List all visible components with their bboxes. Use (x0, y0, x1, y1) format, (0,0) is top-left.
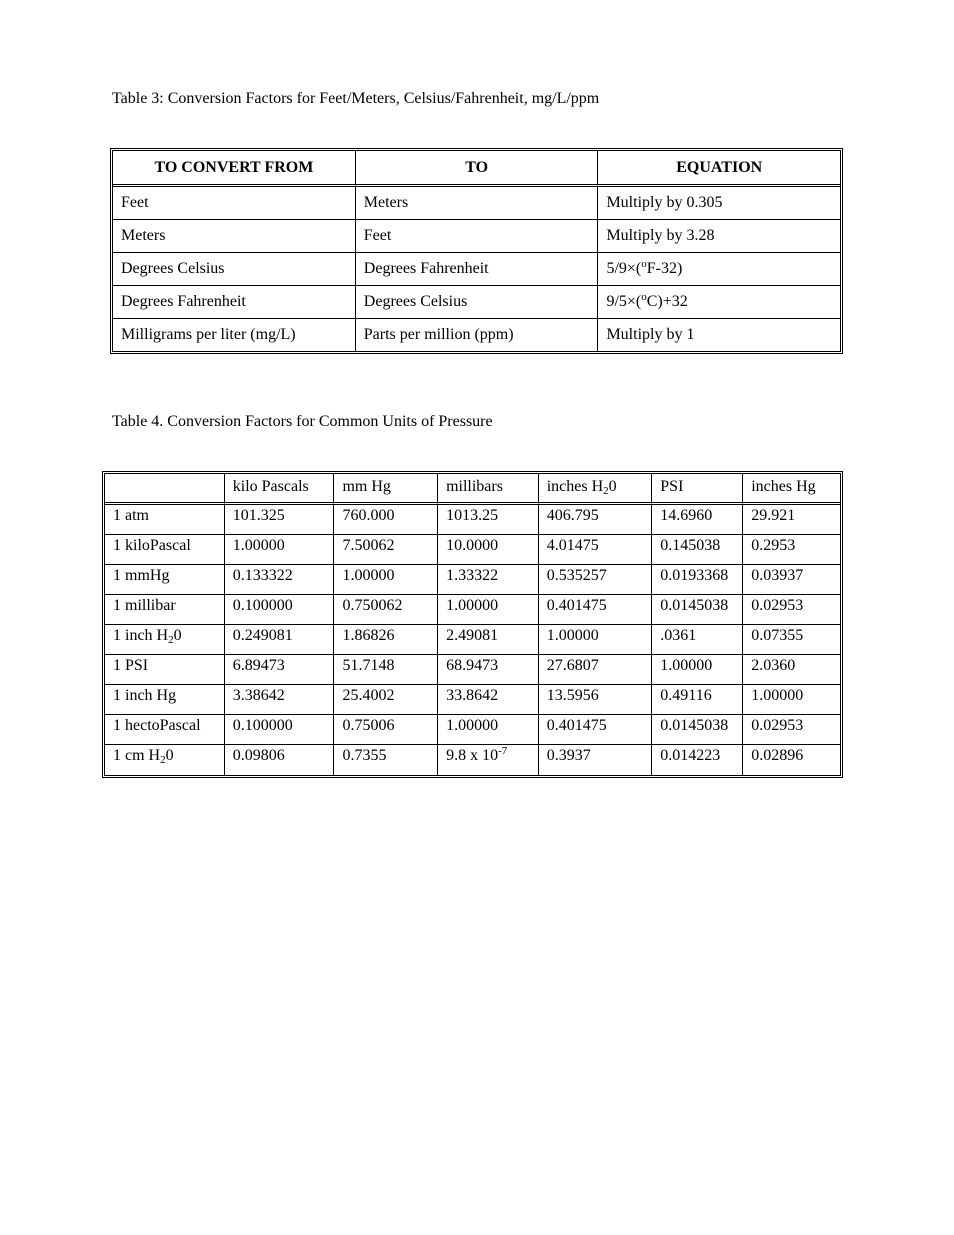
table-cell: 3.38642 (225, 685, 335, 715)
table-cell: 1.86826 (334, 625, 438, 655)
table-cell: 0.0193368 (652, 565, 743, 595)
table-cell: 13.5956 (539, 685, 653, 715)
table-cell: 1 mmHg (105, 565, 225, 595)
table-row (113, 286, 840, 319)
table4-header-cell: inches Hg (743, 474, 840, 505)
conversion-table-pressure (102, 471, 843, 778)
table-cell: 2.49081 (438, 625, 539, 655)
table-cell (105, 625, 225, 655)
table4-header-cell: PSI (652, 474, 743, 505)
table-cell: 27.6807 (539, 655, 653, 685)
table-row (113, 319, 840, 351)
table-cell: 1 inch Hg (105, 685, 225, 715)
table-cell: Multiply by 0.305 (598, 187, 840, 220)
table-cell: 101.325 (225, 505, 335, 535)
cell-text: 0 (608, 478, 617, 495)
table-cell: Feet (356, 220, 599, 253)
conversion-table-length-temp-concentration (110, 148, 843, 354)
table-cell: 0.401475 (539, 595, 653, 625)
table-cell: 0.145038 (652, 535, 743, 565)
table-cell: 0.02896 (751, 747, 804, 764)
table-cell: 6.89473 (225, 655, 335, 685)
subscript: 2 (168, 634, 174, 646)
table-cell: 14.6960 (652, 505, 743, 535)
table3-header-row (113, 151, 840, 187)
table-cell: 1 millibar (105, 595, 225, 625)
table-cell: 406.795 (539, 505, 653, 535)
table-cell: Milligrams per liter (mg/L) (113, 319, 356, 351)
table-row (105, 685, 840, 715)
table-cell: 33.8642 (438, 685, 539, 715)
cell-text: 0 (173, 627, 182, 644)
cell-text: 9/5×( (606, 293, 642, 310)
table-cell: Feet (113, 187, 356, 220)
table-cell: Meters (356, 187, 599, 220)
table-cell: Multiply by 1 (606, 326, 695, 343)
table-cell (598, 253, 840, 286)
table-cell (105, 745, 225, 775)
table-cell: .0361 (652, 625, 743, 655)
table3-header-cell: EQUATION (598, 151, 840, 187)
table4-header-row (105, 474, 840, 505)
table-cell: 0.750062 (334, 595, 438, 625)
cell-text: C)+32 (646, 293, 688, 310)
table-cell: 1 hectoPascal (105, 715, 225, 745)
table-cell: 0.7355 (334, 745, 438, 775)
table-cell: 0.401475 (539, 715, 653, 745)
table-cell: 1.00000 (438, 715, 539, 745)
table3-header-cell: TO (356, 151, 599, 187)
table4-header-cell: kilo Pascals (225, 474, 335, 505)
table-row (105, 715, 840, 745)
table-cell (598, 286, 840, 319)
table-cell: 10.0000 (438, 535, 539, 565)
table-cell: Degrees Fahrenheit (356, 253, 599, 286)
table-cell: 0.100000 (225, 715, 335, 745)
table-cell: 0.3937 (539, 745, 653, 775)
table3-caption: Table 3: Conversion Factors for Feet/Meters, Celsius/Fahrenheit, mg/L/ppm (112, 90, 600, 107)
cell-text: 5/9×( (606, 260, 642, 277)
table-cell: 4.01475 (539, 535, 653, 565)
table-cell: 0.02953 (743, 715, 840, 745)
subscript: 2 (603, 485, 609, 497)
superscript: o (641, 258, 647, 270)
cell-text: 1 cm H (113, 747, 161, 764)
table-cell: 1 atm (105, 505, 225, 535)
cell-text: inches H (546, 478, 604, 495)
table-cell: 0.07355 (743, 625, 840, 655)
table-cell: 0.03937 (743, 565, 840, 595)
table-row (113, 220, 840, 253)
cell-text: F-32) (646, 260, 683, 277)
cell-text: 9.8 x 10 (446, 747, 499, 764)
table-cell: 1 PSI (105, 655, 225, 685)
table-cell: 1.00000 (652, 655, 743, 685)
table-cell: 760.000 (334, 505, 438, 535)
table-cell: 1.33322 (438, 565, 539, 595)
table-cell: Meters (113, 220, 356, 253)
table-cell: 1.00000 (334, 565, 438, 595)
table-row (105, 595, 840, 625)
table-cell: 0.2953 (743, 535, 840, 565)
table-cell: Multiply by 3.28 (598, 220, 840, 253)
cell-text: 0 (165, 747, 174, 764)
table-row (105, 505, 840, 535)
table3-header-cell: TO CONVERT FROM (113, 151, 356, 187)
table-row (113, 187, 840, 220)
table-cell: 0.535257 (539, 565, 653, 595)
table-row (105, 535, 840, 565)
table-cell: 1.00000 (438, 595, 539, 625)
table-cell: 51.7148 (334, 655, 438, 685)
table4-header-cell (539, 474, 653, 505)
table-cell: 2.0360 (743, 655, 840, 685)
table-row (105, 625, 840, 655)
table-cell: 1.00000 (539, 625, 653, 655)
table-cell: 25.4002 (334, 685, 438, 715)
table-cell (438, 745, 539, 775)
table-cell: 0.249081 (225, 625, 335, 655)
table-cell: 0.014223 (652, 745, 743, 775)
table-cell: 68.9473 (438, 655, 539, 685)
table4-header-cell: mm Hg (334, 474, 438, 505)
table-row (105, 745, 840, 775)
table-cell: 0.133322 (225, 565, 335, 595)
superscript: o (641, 291, 647, 303)
table-cell: 0.02953 (743, 595, 840, 625)
table-cell: Parts per million (ppm) (356, 319, 599, 351)
table-cell: Degrees Celsius (356, 286, 599, 319)
table-cell: 0.0145038 (652, 715, 743, 745)
table-cell: 0.0145038 (652, 595, 743, 625)
table-cell: 0.09806 (225, 745, 335, 775)
table-cell: 1.00000 (225, 535, 335, 565)
table-cell: 1 kiloPascal (105, 535, 225, 565)
table-cell: 1.00000 (743, 685, 840, 715)
table-cell: Degrees Celsius (113, 253, 356, 286)
table-cell: 7.50062 (334, 535, 438, 565)
table4-header-cell (105, 474, 225, 505)
superscript: -7 (498, 745, 508, 757)
table-cell: Degrees Fahrenheit (113, 286, 356, 319)
table-cell: 29.921 (743, 505, 840, 535)
table-cell: 0.75006 (334, 715, 438, 745)
table-row (105, 565, 840, 595)
table-row (113, 253, 840, 286)
cell-text: 1 inch H (113, 627, 169, 644)
table-cell: 1013.25 (438, 505, 539, 535)
table-cell: 0.100000 (225, 595, 335, 625)
table-row (105, 655, 840, 685)
table-cell: 0.49116 (652, 685, 743, 715)
subscript: 2 (160, 754, 166, 766)
table4-caption: Table 4. Conversion Factors for Common Units of Pressure (112, 413, 493, 430)
table4-header-cell: millibars (438, 474, 539, 505)
